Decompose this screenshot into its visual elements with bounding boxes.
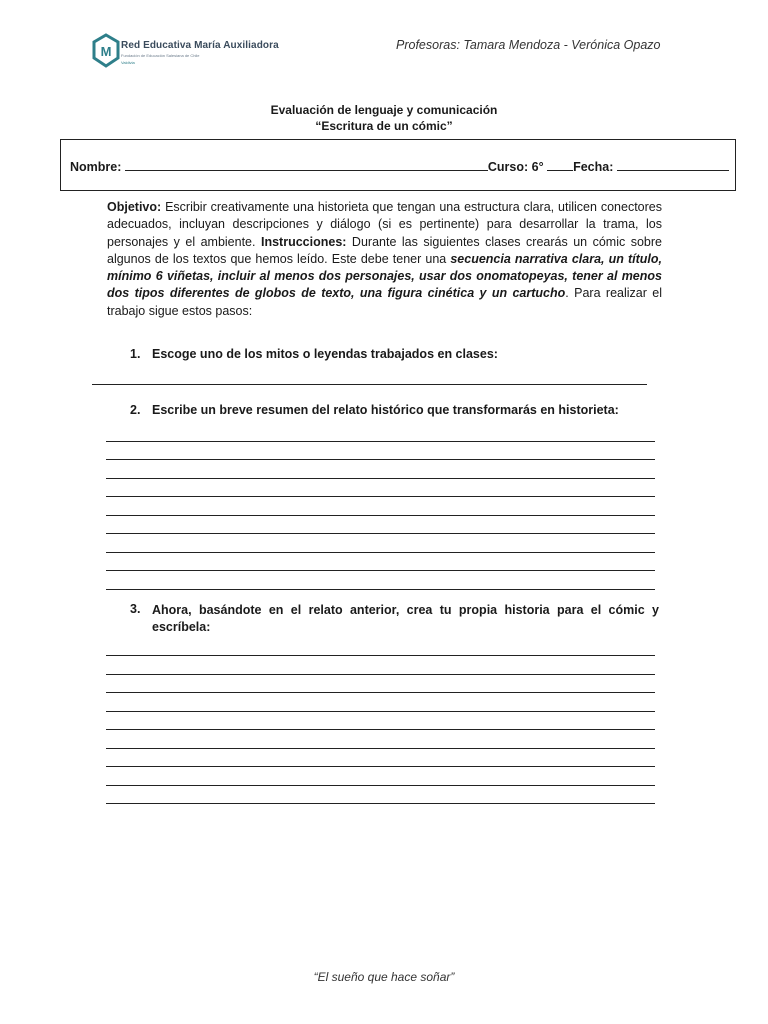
answer-line[interactable]: [106, 655, 655, 656]
answer-line[interactable]: [106, 570, 655, 571]
document-title: Evaluación de lenguaje y comunicación: [270, 103, 498, 117]
answer-line[interactable]: [106, 533, 655, 534]
answer-line[interactable]: [106, 478, 655, 479]
student-info-box: [60, 139, 736, 191]
answer-line[interactable]: [106, 766, 655, 767]
objective-text: Escribir creativamente una historieta que tengan una estructura clara, utilicen conectores adecuados, incluyan descripciones y diálogo (si es pertinente) para desarrollar la trama, los personajes y el ambiente.: [107, 200, 662, 249]
instructions-text: Durante las siguientes clases crearás un cómic sobre algunos de los textos que hemos leído. Este debe tener una: [107, 234, 662, 266]
instructions-closing: . Para realizar el trabajo sigue estos pasos:: [107, 286, 662, 318]
objective-label: Objetivo:: [107, 200, 162, 214]
svg-text:M: M: [100, 44, 112, 59]
answer-line[interactable]: [92, 384, 647, 385]
answer-line[interactable]: [106, 803, 655, 804]
teachers-line: Profesoras: Tamara Mendoza - Verónica Opazo: [396, 38, 661, 52]
answer-line[interactable]: [106, 748, 655, 749]
answer-line[interactable]: [106, 692, 655, 693]
question-number: 1.: [130, 347, 141, 361]
document-subtitle: “Escritura de un cómic”: [315, 119, 453, 133]
question-number: 2.: [130, 403, 141, 417]
answer-line[interactable]: [106, 711, 655, 712]
answer-line[interactable]: [106, 674, 655, 675]
student-info-line: [70, 159, 729, 174]
question-number: 3.: [130, 602, 141, 616]
date-label: Fecha:: [573, 160, 614, 174]
course-field[interactable]: [547, 159, 573, 171]
footer-motto: “El sueño que hace soñar”: [313, 970, 455, 984]
logo-place: Valdivia: [121, 60, 135, 65]
date-field[interactable]: [617, 159, 729, 171]
answer-line[interactable]: [106, 441, 655, 442]
answer-line[interactable]: [106, 459, 655, 460]
name-field[interactable]: [125, 159, 488, 171]
answer-line[interactable]: [106, 552, 655, 553]
question-text: Ahora, basándote en el relato anterior, crea tu propia historia para el cómic y escríbela:: [152, 603, 659, 634]
course-label: Curso: 6°: [487, 160, 544, 174]
answer-line[interactable]: [106, 589, 655, 590]
requirements-emphasis: secuencia narrativa clara, un título, mínimo 6 viñetas, incluir al menos dos personajes, usar dos onomatopeyas, tener al menos dos tipos diferentes de globos de texto, una figura cinética y un cartucho: [107, 251, 662, 301]
question-text: Escoge uno de los mitos o leyendas trabajados en clases:: [152, 347, 498, 361]
answer-line[interactable]: [106, 496, 655, 497]
instructions-label: Instrucciones:: [261, 234, 347, 249]
answer-line[interactable]: [106, 785, 655, 786]
school-emblem-icon: [90, 33, 122, 69]
name-label: Nombre:: [70, 160, 122, 174]
logo-subtitle: Fundación de Educación Salesiana de Chile: [121, 53, 200, 58]
logo-name: Red Educativa María Auxiliadora: [121, 40, 279, 51]
answer-line[interactable]: [106, 729, 655, 730]
instructions-paragraph: [107, 199, 662, 320]
answer-line[interactable]: [106, 515, 655, 516]
logo-text: [121, 40, 279, 65]
question-text: Escribe un breve resumen del relato histórico que transformarás en historieta:: [152, 403, 619, 417]
